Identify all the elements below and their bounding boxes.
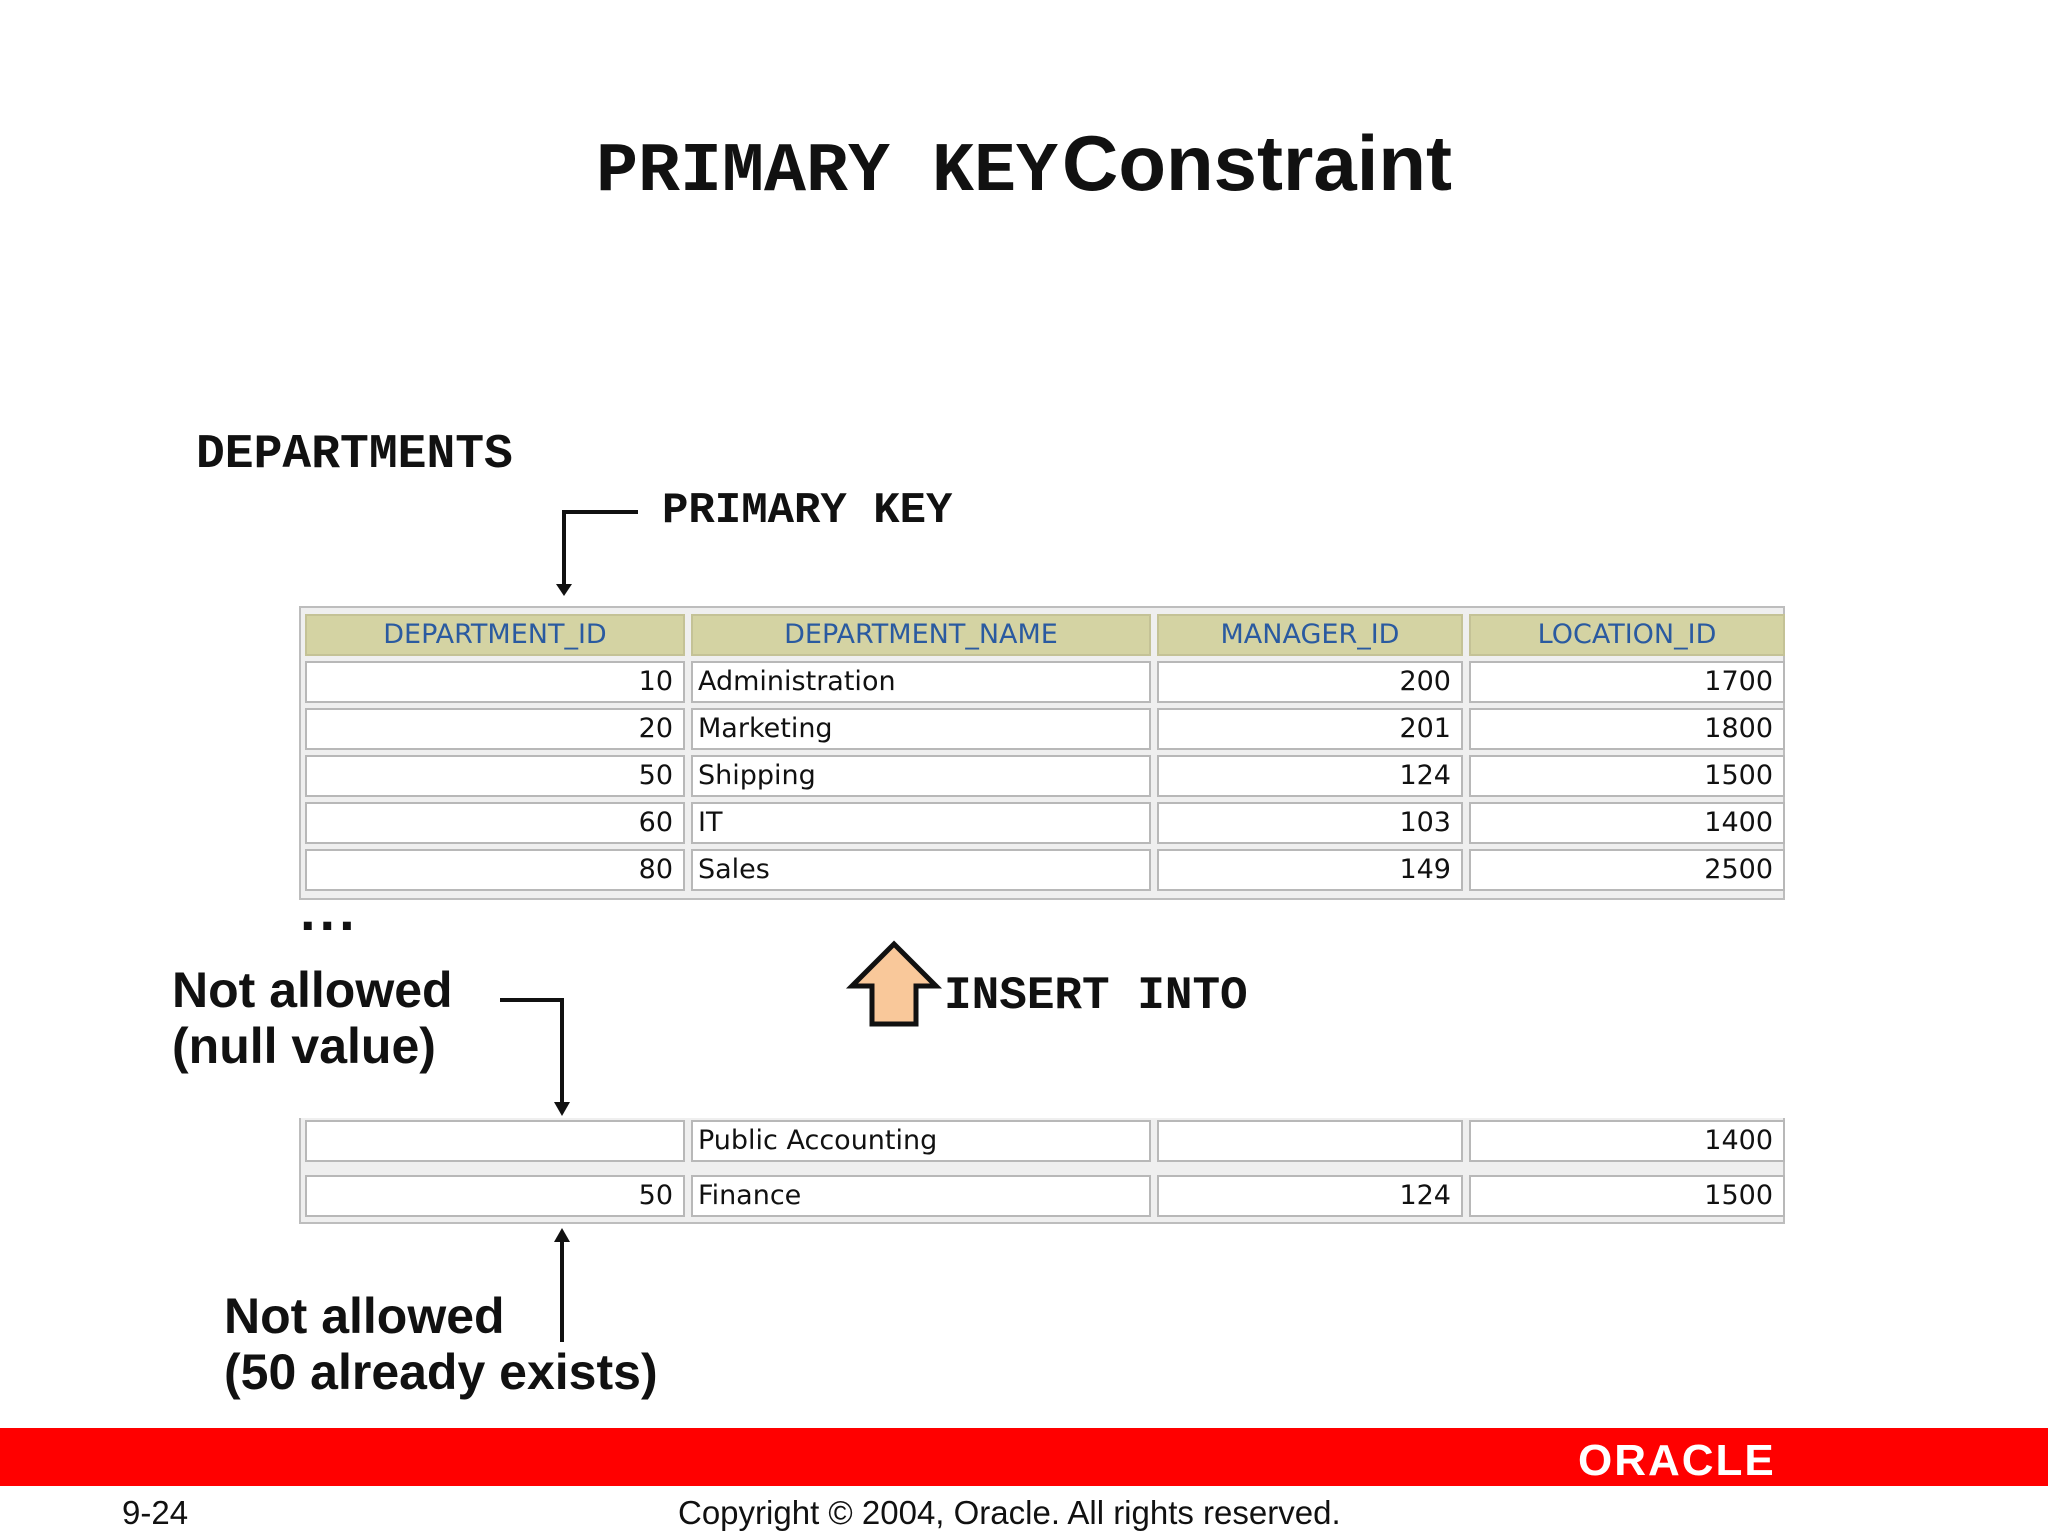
column-header-department-name: DEPARTMENT_NAME [691, 614, 1151, 656]
cell-department-id: 10 [305, 661, 685, 703]
cell-department-name: IT [691, 802, 1151, 844]
cell-location-id: 1800 [1469, 708, 1785, 750]
slide-number: 9-24 [122, 1494, 189, 1531]
duplicate-note-line1: Not allowed [224, 1288, 505, 1344]
cell-department-name: Marketing [691, 708, 1151, 750]
null-value-arrow [500, 1000, 570, 1116]
cell-department-id: 50 [305, 1175, 685, 1217]
cell-manager-id: 200 [1157, 661, 1463, 703]
cell-department-name: Sales [691, 849, 1151, 891]
title-word: Constraint [1062, 119, 1453, 207]
copyright-notice: Copyright © 2004, Oracle. All rights reserved. [678, 1494, 1341, 1531]
null-value-note-line2: (null value) [172, 1018, 436, 1074]
table-name: DEPARTMENTS [196, 428, 513, 482]
cell-manager-id: 124 [1157, 755, 1463, 797]
cell-manager-id: 124 [1157, 1175, 1463, 1217]
cell-department-id: 80 [305, 849, 685, 891]
oracle-logo: ORACLE [1578, 1436, 1776, 1485]
column-header-location-id: LOCATION_ID [1469, 614, 1785, 656]
cell-manager-id: 201 [1157, 708, 1463, 750]
cell-location-id: 2500 [1469, 849, 1785, 891]
column-header-department-id: DEPARTMENT_ID [305, 614, 685, 656]
null-value-note-line1: Not allowed [172, 962, 453, 1018]
cell-location-id: 1400 [1469, 802, 1785, 844]
cell-manager-id: 149 [1157, 849, 1463, 891]
primary-key-arrow [556, 512, 638, 596]
insert-into-label: INSERT INTO [944, 970, 1248, 1022]
title-code: PRIMARY KEY [595, 133, 1059, 212]
primary-key-label: PRIMARY KEY [662, 486, 953, 536]
cell-location-id: 1500 [1469, 1175, 1785, 1217]
inserted-rows-table [299, 1118, 1785, 1224]
cell-department-name: Finance [691, 1175, 1151, 1217]
cell-department-id: 20 [305, 708, 685, 750]
cell-department-name: Administration [691, 661, 1151, 703]
cell-location-id: 1500 [1469, 755, 1785, 797]
cell-department-id [305, 1120, 685, 1162]
duplicate-note-line2: (50 already exists) [224, 1344, 658, 1400]
cell-manager-id [1157, 1120, 1463, 1162]
departments-table [299, 606, 1785, 900]
cell-department-id: 60 [305, 802, 685, 844]
column-header-manager-id: MANAGER_ID [1157, 614, 1463, 656]
cell-location-id: 1400 [1469, 1120, 1785, 1162]
null-value-note [172, 962, 453, 1074]
cell-department-name: Shipping [691, 755, 1151, 797]
insert-up-arrow [852, 944, 936, 1024]
cell-manager-id: 103 [1157, 802, 1463, 844]
cell-location-id: 1700 [1469, 661, 1785, 703]
cell-department-id: 50 [305, 755, 685, 797]
cell-department-name: Public Accounting [691, 1120, 1151, 1162]
table-continuation-ellipsis: ... [300, 879, 359, 942]
duplicate-note [224, 1288, 658, 1400]
